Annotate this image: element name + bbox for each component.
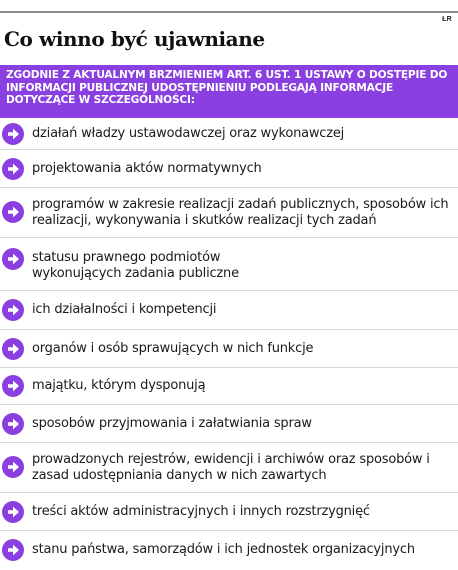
arrow-right-circle-icon (2, 123, 24, 145)
arrow-right-circle-icon (2, 501, 24, 523)
arrow-right-circle-icon (2, 539, 24, 561)
list-item (0, 368, 458, 405)
infographic-title: Co winno być ujawniane (4, 27, 265, 51)
list-item-label: organów i osób sprawujących w nich funkcje (32, 341, 314, 356)
list-item-label: projektowania aktów normatywnych (32, 161, 262, 176)
list-item-label: stanu państwa, samorządów i ich jednostek organizacyjnych (32, 542, 415, 557)
arrow-right-circle-icon (2, 299, 24, 321)
list-item-label: majątku, którym dysponują (32, 378, 206, 393)
arrow-right-circle-icon (2, 375, 24, 397)
list-item (0, 150, 458, 188)
arrow-right-circle-icon (2, 338, 24, 360)
arrow-right-circle-icon (2, 201, 24, 223)
list-item-label: działań władzy ustawodawczej oraz wykonawczej (32, 126, 345, 141)
author-credit: ŁR (442, 16, 452, 23)
list-item (0, 405, 458, 443)
list-item-label: statusu prawnego podmiotów wykonujących zadania publiczne (32, 250, 239, 281)
list-item (0, 188, 458, 238)
list-item-label: programów w zakresie realizacji zadań publicznych, sposobów ich realizacji, wykonywania i skutków realizacji tych zadań (32, 197, 449, 228)
list-item (0, 330, 458, 368)
list-item (0, 291, 458, 330)
list-item (0, 238, 458, 291)
list-item (0, 493, 458, 531)
arrow-right-circle-icon (2, 158, 24, 180)
list-item (0, 443, 458, 493)
arrow-right-circle-icon (2, 456, 24, 478)
arrow-right-circle-icon (2, 248, 24, 270)
intro-banner: ZGODNIE Z AKTUALNYM BRZMIENIEM ART. 6 UST. 1 USTAWY O DOSTĘPIE DO INFORMACJI PUBLICZNEJ UDOSTĘPNIENIU PODLEGAJĄ INFORMACJE DOTYCZĄCE W SZCZEGÓLNOŚCI: (0, 65, 458, 118)
list-item (0, 118, 458, 150)
top-rule (0, 11, 458, 13)
list-item-label: prowadzonych rejestrów, ewidencji i archiwów oraz sposobów i zasad udostępniania danych w nich zawartych (32, 452, 430, 483)
list-item-label: ich działalności i kompetencji (32, 302, 217, 317)
arrow-right-circle-icon (2, 413, 24, 435)
list-item-label: treści aktów administracyjnych i innych rozstrzygnięć (32, 504, 370, 519)
list-item-label: sposobów przyjmowania i załatwiania spraw (32, 416, 312, 431)
list-item (0, 531, 458, 569)
